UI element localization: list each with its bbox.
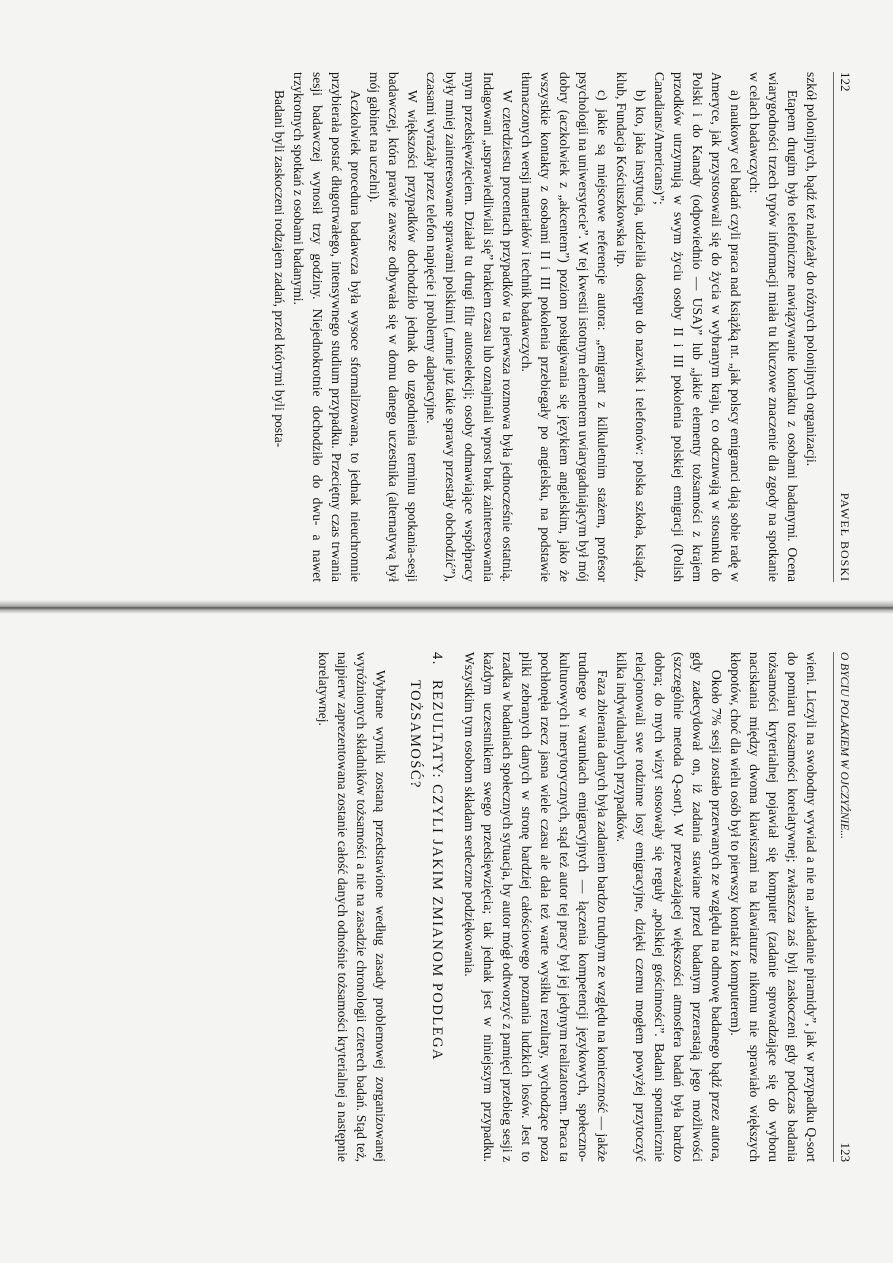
left-running-header <box>833 72 853 582</box>
paragraph: Badani byli zaskoczeni rodzajem zadań, przed którymi byli posta- <box>272 90 287 448</box>
paragraph: Wybrane wyniki zostaną przedstawione według zasady problemowej zorganizowanej wyróżnionych składników tożsamości a nie na zasadzie chronologii czterech badań. Stąd też, najpierw zaprezentowana zostanie całość danych odnośnie tożsamości kryterialnej a następnie korelatywnej. <box>316 652 388 1162</box>
paragraph: c) jakie są miejscowe referencje autora: „emigrant z kilkuletnim stażem, profesor psychologii na uniwersytecie”. W tej kwestii istotnym elementem uwiarygadniającym był mój dobry (aczkolwiek z „akcentem”) poziom posługiwania się językiem angielskim, jako że wszystkie kontakty z osobami II i III pokolenia przebiegały po angielsku, na podstawie tłumaczonych wersji materiałów i technik badawczych. <box>519 72 610 582</box>
section-heading <box>404 652 448 1162</box>
section-title: REZULTATY: CZYLI JAKIM ZMIANOM PODLEGA TOŻSAMOŚĆ? <box>407 680 445 1062</box>
book-spine-shadow <box>0 600 893 614</box>
paragraph: b) kto, jaka instytucja, udzieliła dostępu do nazwisk i telefonów: polska szkoła, ksiądz, klub, Fundacja Kościuszkowska itp. <box>614 72 648 582</box>
paragraph: W większości przypadków dochodziło jednak do uzgodnienia terminu spotkania-sesji badawczej, która prawie zawsze odbywała się w domu danego uczestnika (alternatywą był mój gabinet na uczelni). <box>367 72 420 582</box>
paragraph: Faza zbierania danych była zadaniem bardzo trudnym ze względu na konieczność — jakże trudnego w warunkach emigracyjnych — łączenia kompetencji językowych, społeczno-kulturowych i merytorycznych, stąd też autor tej pracy był jej jedynym realizatorem. Praca ta pochłonęła rzecz jasna wiele czasu ale dała też warte wysiłku rezultaty, wychodzące poza pliki zebranych danych w stronę bardziej całościowego poznania ludzkich losów. Jest to rzadka w badaniach społecznych sytuacja, by autor mógł odtworzyć z pamięci przebieg sesji z każdym uczestnikiem swego przedsięwzięcia; tak jednak jest w niniejszym przypadku. Wszystkim tym osobom składam serdeczne podziękowania. <box>462 652 610 1162</box>
left-page <box>33 72 853 582</box>
left-running-head: PAWEŁ BOSKI <box>838 492 852 582</box>
paragraph: a) naukowy cel badań czyli praca nad książką nt. „jak polscy emigranci dają sobie radę w Ameryce, jak przystosowali się do życia w wybranym kraju, co odczuwają w stosunku do Polski i do Kanady (odpowiednio — USA)” lub „jakie elementy tożsamości z krajem przodków utrzymują w swym życiu osoby II i III pokolenia polskiej emigracji (Polish Canadians/Americans)”; <box>652 72 743 582</box>
right-page-number: 123 <box>838 1142 853 1162</box>
right-running-head: O BYCIU POLAKIEM W OJCZYŹNIE... <box>838 652 850 839</box>
paragraph: Około 7% sesji zostało przerwanych ze względu na odmowę badanego bądź przez autora, gdy zadecydował on, iż zadania stawiane przed badanym przerastają jego możliwości (szczególnie metoda Q-sort). W przeważającej większości atmosfera badań była bardzo dobra; do mych wizyt stosowały się reguły „polskiej gościnności”. Badani spontanicznie relacjonowali swe rodzinne losy emigracyjne, dzięki czemu mogłem powyżej przytoczyć kilka indywidualnych przypadków. <box>614 652 724 1162</box>
right-page <box>33 652 853 1162</box>
paragraph: Aczkolwiek procedura badawcza była wysoce sformalizowana, to jednak nieuchronnie przybierała postać długotrwałego, intensywnego studium przypadku. Przeciętny czas trwania sesji badawczej wynosił trzy godziny. Niejednokrotnie dochodziło do dwu- a nawet trzykrotnych spotkań z osobami badanymi. <box>291 72 363 582</box>
right-running-header <box>833 652 853 1162</box>
paragraph: W czterdziestu procentach przypadków ta pierwsza rozmowa była jednocześnie ostatnią. Indagowani „usprawiedliwiali się” brakiem czasu lub oznajmiali wprost brak zainteresowania mym przedsięwzięciem. Działał tu drugi filtr autoselekcji; osoby odmawiające współpracy były mniej zainteresowane sprawami polskimi („mnie już takie sprawy przestały obchodzić”), czasami wyrażały przez telefon napięcie i problemy adaptacyjne. <box>424 72 515 582</box>
paragraph: Etapem drugim było telefoniczne nawiązywanie kontaktu z osobami badanymi. Ocena wiarygodności trzech typów informacji miała tu kluczowe znaczenie dla zgody na spotkanie w celach badawczych: <box>747 72 800 582</box>
paragraph: wieni. Liczyli na swobodny wywiad a nie na „układanie piramidy”, jak w przypadku Q-sort do pomiaru tożsamości korelatywnej; zwłaszcza zaś byli zaskoczeni gdy podczas badania tożsamości kryterialnej pojawiał się komputer (zadanie sprowadzające się do wyboru naciskania między dwoma klawiszami na klawiaturze nikomu nie sprawiało większych kłopotów, choć dla wielu osób był to pierwszy kontakt z komputerem). <box>728 652 819 1162</box>
section-number: 4. <box>429 652 445 666</box>
left-page-number: 122 <box>838 72 853 92</box>
paragraph: szkół polonijnych, bądź też należały do różnych polonijnych organizacji. <box>804 72 819 467</box>
